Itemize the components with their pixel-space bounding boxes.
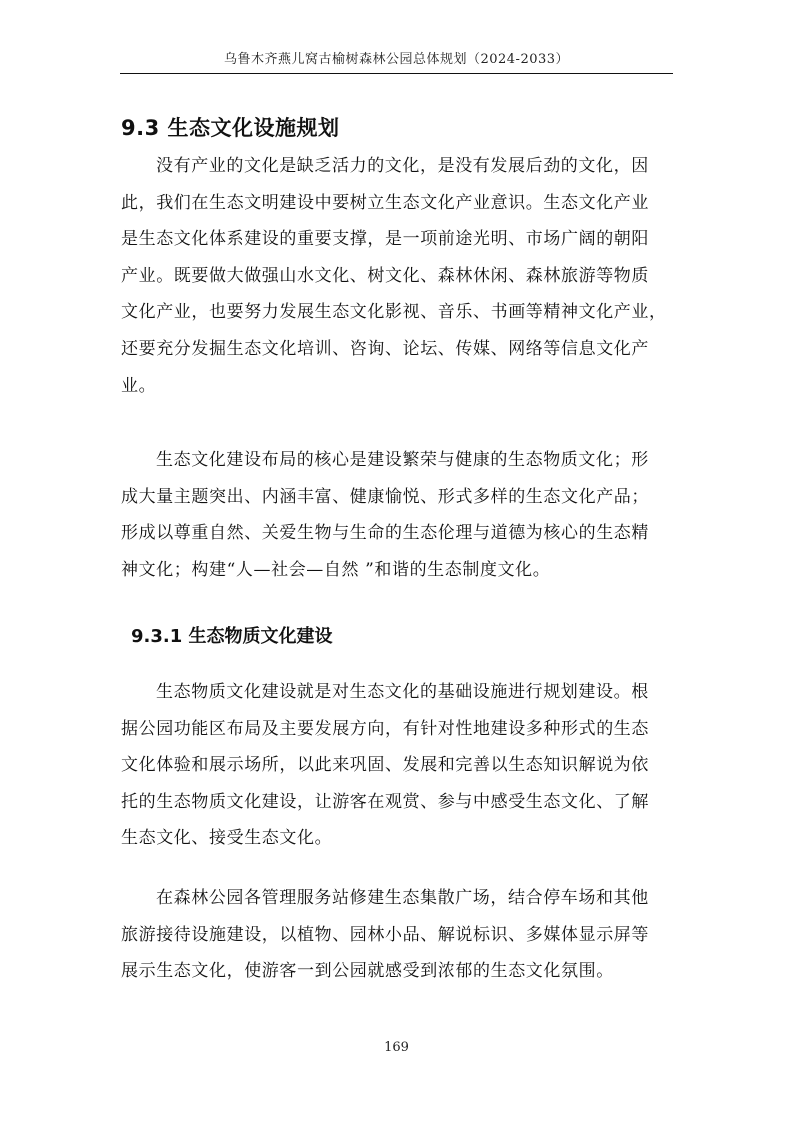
paragraph-line: 成大量主题突出、内涵丰富、健康愉悦、形式多样的生态文化产品； — [121, 486, 649, 507]
paragraph-line: 还要充分发掘生态文化培训、咨询、论坛、传媒、网络等信息文化产 — [121, 338, 649, 359]
paragraph-line: 文化产业，也要努力发展生态文化影视、音乐、书画等精神文化产业， — [121, 302, 667, 323]
paragraph-2 — [121, 442, 673, 588]
paragraph-line: 业。 — [121, 375, 157, 396]
page-number: 169 — [384, 1040, 409, 1055]
paragraph-line: 文化体验和展示场所，以此来巩固、发展和完善以生态知识解说为依 — [121, 755, 649, 776]
paragraph-line: 此，我们在生态文明建设中要树立生态文化产业意识。生态文化产业 — [121, 192, 649, 213]
paragraph-line: 形成以尊重自然、关爱生物与生命的生态伦理与道德为核心的生态精 — [121, 523, 649, 544]
paragraph-line: 没有产业的文化是缺乏活力的文化，是没有发展后劲的文化，因 — [156, 156, 649, 176]
paragraph-line: 展示生态文化，使游客一到公园就感受到浓郁的生态文化氛围。 — [121, 961, 614, 982]
header-rule — [120, 73, 673, 74]
paragraph-3 — [121, 674, 673, 857]
paragraph-4 — [121, 880, 673, 990]
paragraph-line: 据公园功能区布局及主要发展方向，有针对性地建设多种形式的生态 — [121, 718, 649, 739]
paragraph-line: 旅游接待设施建设，以植物、园林小品、解说标识、多媒体显示屏等 — [121, 924, 649, 945]
paragraph-line: 生态文化、接受生态文化。 — [121, 828, 333, 849]
section-heading: 9.3 生态文化设施规划 — [121, 116, 340, 140]
paragraph-line: 生态文化建设布局的核心是建设繁荣与健康的生态物质文化；形 — [156, 450, 649, 470]
document-header: 乌鲁木齐燕儿窝古榆树森林公园总体规划（2024-2033） — [223, 52, 570, 67]
subsection-heading: 9.3.1 生态物质文化建设 — [131, 626, 333, 647]
paragraph-line: 生态物质文化建设就是对生态文化的基础设施进行规划建设。根 — [156, 682, 649, 702]
paragraph-line: 在森林公园各管理服务站修建生态集散广场，结合停车场和其他 — [156, 888, 649, 908]
paragraph-line: 神文化；构建“人—社会—自然 ”和谐的生态制度文化。 — [121, 559, 551, 580]
paragraph-line: 是生态文化体系建设的重要支撑，是一项前途光明、市场广阔的朝阳 — [121, 229, 649, 250]
paragraph-line: 产业。既要做大做强山水文化、树文化、森林休闲、森林旅游等物质 — [121, 265, 649, 286]
paragraph-1 — [121, 148, 673, 404]
paragraph-line: 托的生态物质文化建设，让游客在观赏、参与中感受生态文化、了解 — [121, 791, 649, 812]
